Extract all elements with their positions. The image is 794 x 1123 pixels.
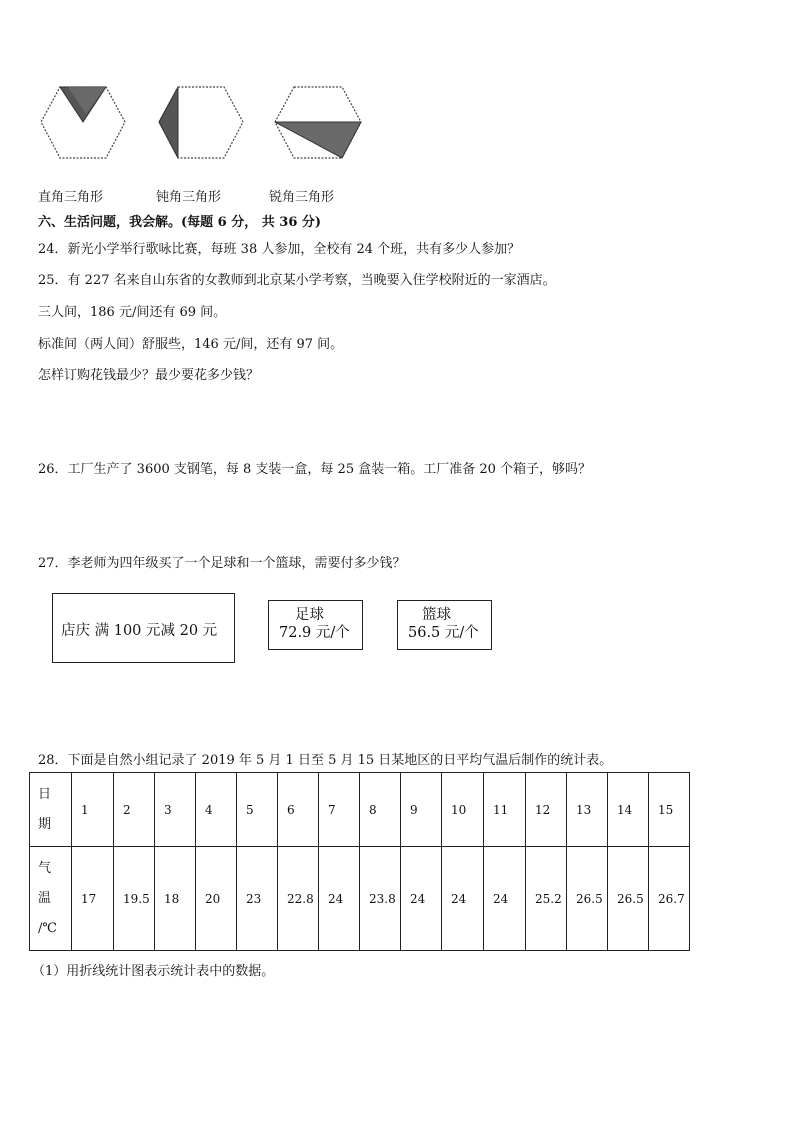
basketball-name: 篮球 bbox=[422, 607, 451, 623]
question-25-line1: 25．有 227 名来自山东省的女教师到北京某小学考察，当晚要入住学校附近的一家酒店。 bbox=[38, 273, 556, 288]
temp-cell: 23.8 bbox=[360, 847, 401, 951]
hexagon-figure-right-triangle bbox=[38, 84, 128, 162]
temperature-row bbox=[30, 847, 690, 951]
date-cell: 14 bbox=[608, 773, 649, 847]
temp-cell: 18 bbox=[155, 847, 196, 951]
question-28: 28．下面是自然小组记录了 2019 年 5 月 1 日至 5 月 15 日某地区的日平均气温后制作的统计表。 bbox=[38, 753, 613, 768]
football-name: 足球 bbox=[295, 607, 324, 623]
date-cell: 6 bbox=[278, 773, 319, 847]
hexagon-figure-obtuse-triangle bbox=[156, 84, 246, 162]
date-cell: 7 bbox=[319, 773, 360, 847]
date-cell: 1 bbox=[72, 773, 114, 847]
question-28-part1: （1）用折线统计图表示统计表中的数据。 bbox=[32, 964, 275, 979]
date-cell: 12 bbox=[526, 773, 567, 847]
figure-label-acute-triangle: 锐角三角形 bbox=[269, 190, 335, 205]
date-cell: 5 bbox=[237, 773, 278, 847]
temp-cell: 24 bbox=[319, 847, 360, 951]
date-row bbox=[30, 773, 690, 847]
temp-cell: 26.7 bbox=[649, 847, 690, 951]
date-cell: 9 bbox=[401, 773, 442, 847]
temp-header-char: 温 bbox=[38, 890, 52, 906]
temp-cell: 25.2 bbox=[526, 847, 567, 951]
question-25-line3: 标准间（两人间）舒服些，146 元/间，还有 97 间。 bbox=[38, 337, 344, 352]
promo-text: 店庆 满 100 元减 20 元 bbox=[61, 623, 218, 639]
figure-label-right-triangle: 直角三角形 bbox=[38, 190, 104, 205]
hexagon-figure-acute-triangle bbox=[272, 84, 364, 162]
date-cell: 2 bbox=[114, 773, 155, 847]
date-cell: 13 bbox=[567, 773, 608, 847]
football-price: 72.9 元/个 bbox=[279, 625, 350, 641]
temp-cell: 26.5 bbox=[608, 847, 649, 951]
temp-cell: 19.5 bbox=[114, 847, 155, 951]
date-header-cell bbox=[30, 773, 72, 847]
temp-header-unit: /℃ bbox=[38, 920, 57, 936]
temp-cell: 26.5 bbox=[567, 847, 608, 951]
date-cell: 8 bbox=[360, 773, 401, 847]
temperature-table bbox=[29, 772, 690, 951]
temp-header-char: 气 bbox=[38, 860, 52, 876]
temp-cell: 22.8 bbox=[278, 847, 319, 951]
temp-cell: 23 bbox=[237, 847, 278, 951]
temp-cell: 17 bbox=[72, 847, 114, 951]
section-heading: 六、生活问题，我会解。(每题 6 分， 共 36 分) bbox=[38, 215, 322, 230]
question-27: 27．李老师为四年级买了一个足球和一个篮球，需要付多少钱？ bbox=[38, 556, 406, 571]
temp-cell: 24 bbox=[484, 847, 526, 951]
date-header-char: 期 bbox=[38, 816, 52, 832]
question-24: 24．新光小学举行歌咏比赛，每班 38 人参加，全校有 24 个班，共有多少人参加？ bbox=[38, 242, 521, 257]
promo-box bbox=[52, 593, 235, 663]
temp-header-cell bbox=[30, 847, 72, 951]
temp-cell: 20 bbox=[196, 847, 237, 951]
date-cell: 11 bbox=[484, 773, 526, 847]
date-cell: 4 bbox=[196, 773, 237, 847]
date-cell: 3 bbox=[155, 773, 196, 847]
question-26: 26．工厂生产了 3600 支钢笔，每 8 支装一盒，每 25 盒装一箱。工厂准备 20 个箱子，够吗？ bbox=[38, 462, 592, 477]
figure-label-obtuse-triangle: 钝角三角形 bbox=[156, 190, 222, 205]
question-25-line4: 怎样订购花钱最少？最少要花多少钱？ bbox=[38, 368, 260, 383]
temp-cell: 24 bbox=[442, 847, 484, 951]
football-price-box bbox=[268, 600, 363, 650]
date-cell: 10 bbox=[442, 773, 484, 847]
date-header-char: 日 bbox=[38, 786, 52, 802]
question-25-line2: 三人间，186 元/间还有 69 间。 bbox=[38, 305, 227, 320]
date-cell: 15 bbox=[649, 773, 690, 847]
basketball-price-box bbox=[397, 600, 492, 650]
temp-cell: 24 bbox=[401, 847, 442, 951]
basketball-price: 56.5 元/个 bbox=[408, 625, 479, 641]
